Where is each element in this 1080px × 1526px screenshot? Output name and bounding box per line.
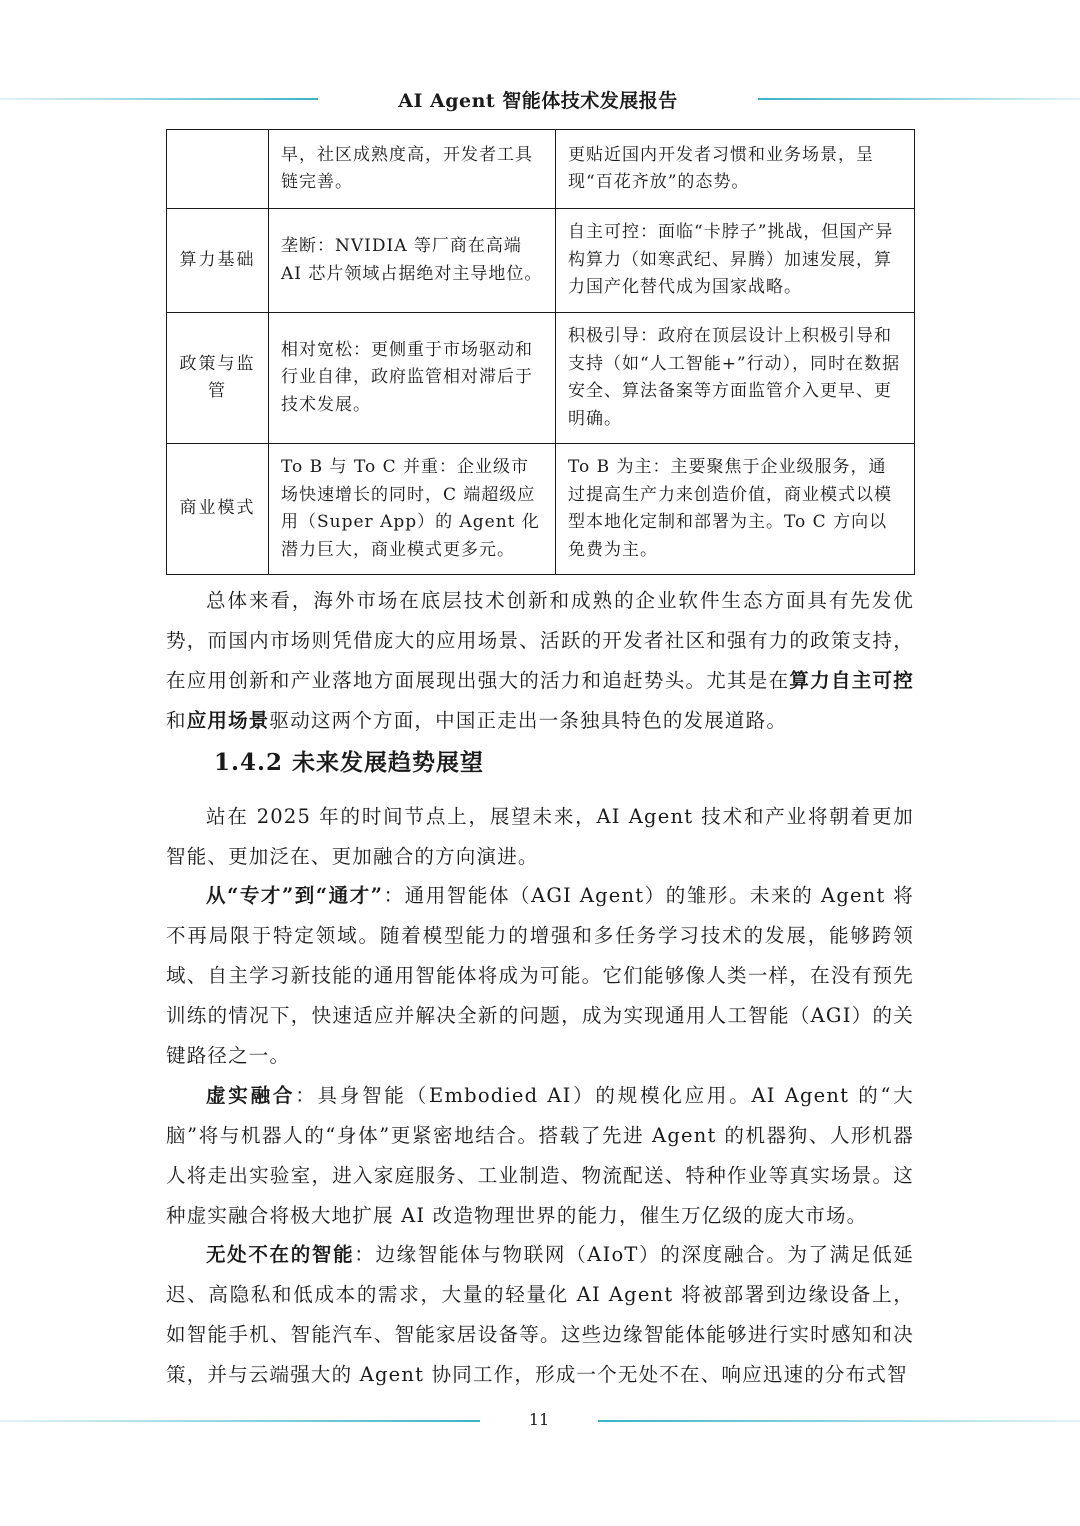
summary-emphasis-compute: 算力自主可控 [789, 669, 914, 692]
intro-text: 站在 2025 年的时间节点上，展望未来，AI Agent 技术和产业将朝着更加智能、更加泛在、更加融合的方向演进。 [166, 805, 914, 868]
trend-text: ：边缘智能体与物联网（AIoT）的深度融合。为了满足低延迟、高隐私和低成本的需求，大量的轻量化 AI Agent 将被部署到边缘设备上，如智能手机、智能汽车、智能家居设备等。这些边缘智能体能够进行实时感知和决策，并与云端强大的 Agent 协同工作，形成一个无处不在、响应迅速的分布式智 [166, 1243, 914, 1386]
summary-text-2: 和 [166, 709, 187, 732]
table-cell-domestic: 更贴近国内开发者习惯和业务场景，呈现“百花齐放”的态势。 [556, 130, 915, 209]
table-row [167, 130, 915, 209]
section-heading: 1.4.2 未来发展趋势展望 [214, 749, 485, 776]
table-cell-domestic: 自主可控：面临“卡脖子”挑战，但国产异构算力（如寒武纪、昇腾）加速发展，算力国产化替代成为国家战略。 [556, 209, 915, 313]
trend-paragraph [166, 1235, 914, 1395]
header-divider-left [0, 98, 318, 100]
intro-paragraph [166, 797, 914, 877]
trend-title: 从“专才”到“通才” [206, 884, 384, 907]
summary-text-1: 总体来看，海外市场在底层技术创新和成熟的企业软件生态方面具有先发优势，而国内市场则凭借庞大的应用场景、活跃的开发者社区和强有力的政策支持，在应用创新和产业落地方面展现出强大的活力和追赶势头。尤其是在 [166, 589, 914, 692]
table-cell-dimension [167, 130, 269, 209]
table-row [167, 313, 915, 444]
trend-title: 虚实融合 [206, 1084, 296, 1107]
table-row [167, 209, 915, 313]
footer-divider-right [598, 1420, 1080, 1422]
document-title: AI Agent 智能体技术发展报告 [398, 90, 678, 112]
table-cell-overseas: 相对宽松：更侧重于市场驱动和行业自律，政府监管相对滞后于技术发展。 [269, 313, 556, 444]
footer-divider-left [0, 1420, 480, 1422]
summary-text-3: 驱动这两个方面，中国正走出一条独具特色的发展道路。 [269, 709, 788, 732]
trend-title: 无处不在的智能 [206, 1243, 355, 1266]
table-cell-domestic: 积极引导：政府在顶层设计上积极引导和支持（如“人工智能+”行动），同时在数据安全、算法备案等方面监管介入更早、更明确。 [556, 313, 915, 444]
table-row [167, 444, 915, 575]
trend-text: ：通用智能体（AGI Agent）的雏形。未来的 Agent 将不再局限于特定领域。随着模型能力的增强和多任务学习技术的发展，能够跨领域、自主学习新技能的通用智能体将成为可能。它们能够像人类一样，在没有预先训练的情况下，快速适应并解决全新的问题，成为实现通用人工智能（AGI）的关键路径之一。 [166, 884, 915, 1067]
table-cell-dimension: 商业模式 [167, 444, 269, 575]
summary-paragraph [166, 581, 914, 741]
table-cell-overseas: 早，社区成熟度高，开发者工具链完善。 [269, 130, 556, 209]
table-cell-dimension: 政策与监管 [167, 313, 269, 444]
table-cell-overseas: 垄断：NVIDIA 等厂商在高端 AI 芯片领域占据绝对主导地位。 [269, 209, 556, 313]
summary-emphasis-scenarios: 应用场景 [186, 709, 270, 732]
trend-paragraph [166, 876, 914, 1076]
trend-text: ：具身智能（Embodied AI）的规模化应用。AI Agent 的“大脑”将与机器人的“身体”更紧密地结合。搭载了先进 Agent 的机器狗、人形机器人将走出实验室，进入家庭服务、工业制造、物流配送、特种作业等真实场景。这种虚实融合将极大地扩展 AI 改造物理世界的能力，催生万亿级的庞大市场。 [166, 1084, 914, 1227]
header-divider-right [758, 98, 1080, 100]
trend-paragraph [166, 1076, 914, 1236]
comparison-table [166, 129, 915, 575]
table-cell-overseas: To B 与 To C 并重：企业级市场快速增长的同时，C 端超级应用（Super App）的 Agent 化潜力巨大，商业模式更多元。 [269, 444, 556, 575]
page-number: 11 [528, 1410, 550, 1429]
table-cell-domestic: To B 为主：主要聚焦于企业级服务，通过提高生产力来创造价值，商业模式以模型本地化定制和部署为主。To C 方向以免费为主。 [556, 444, 915, 575]
table-cell-dimension: 算力基础 [167, 209, 269, 313]
